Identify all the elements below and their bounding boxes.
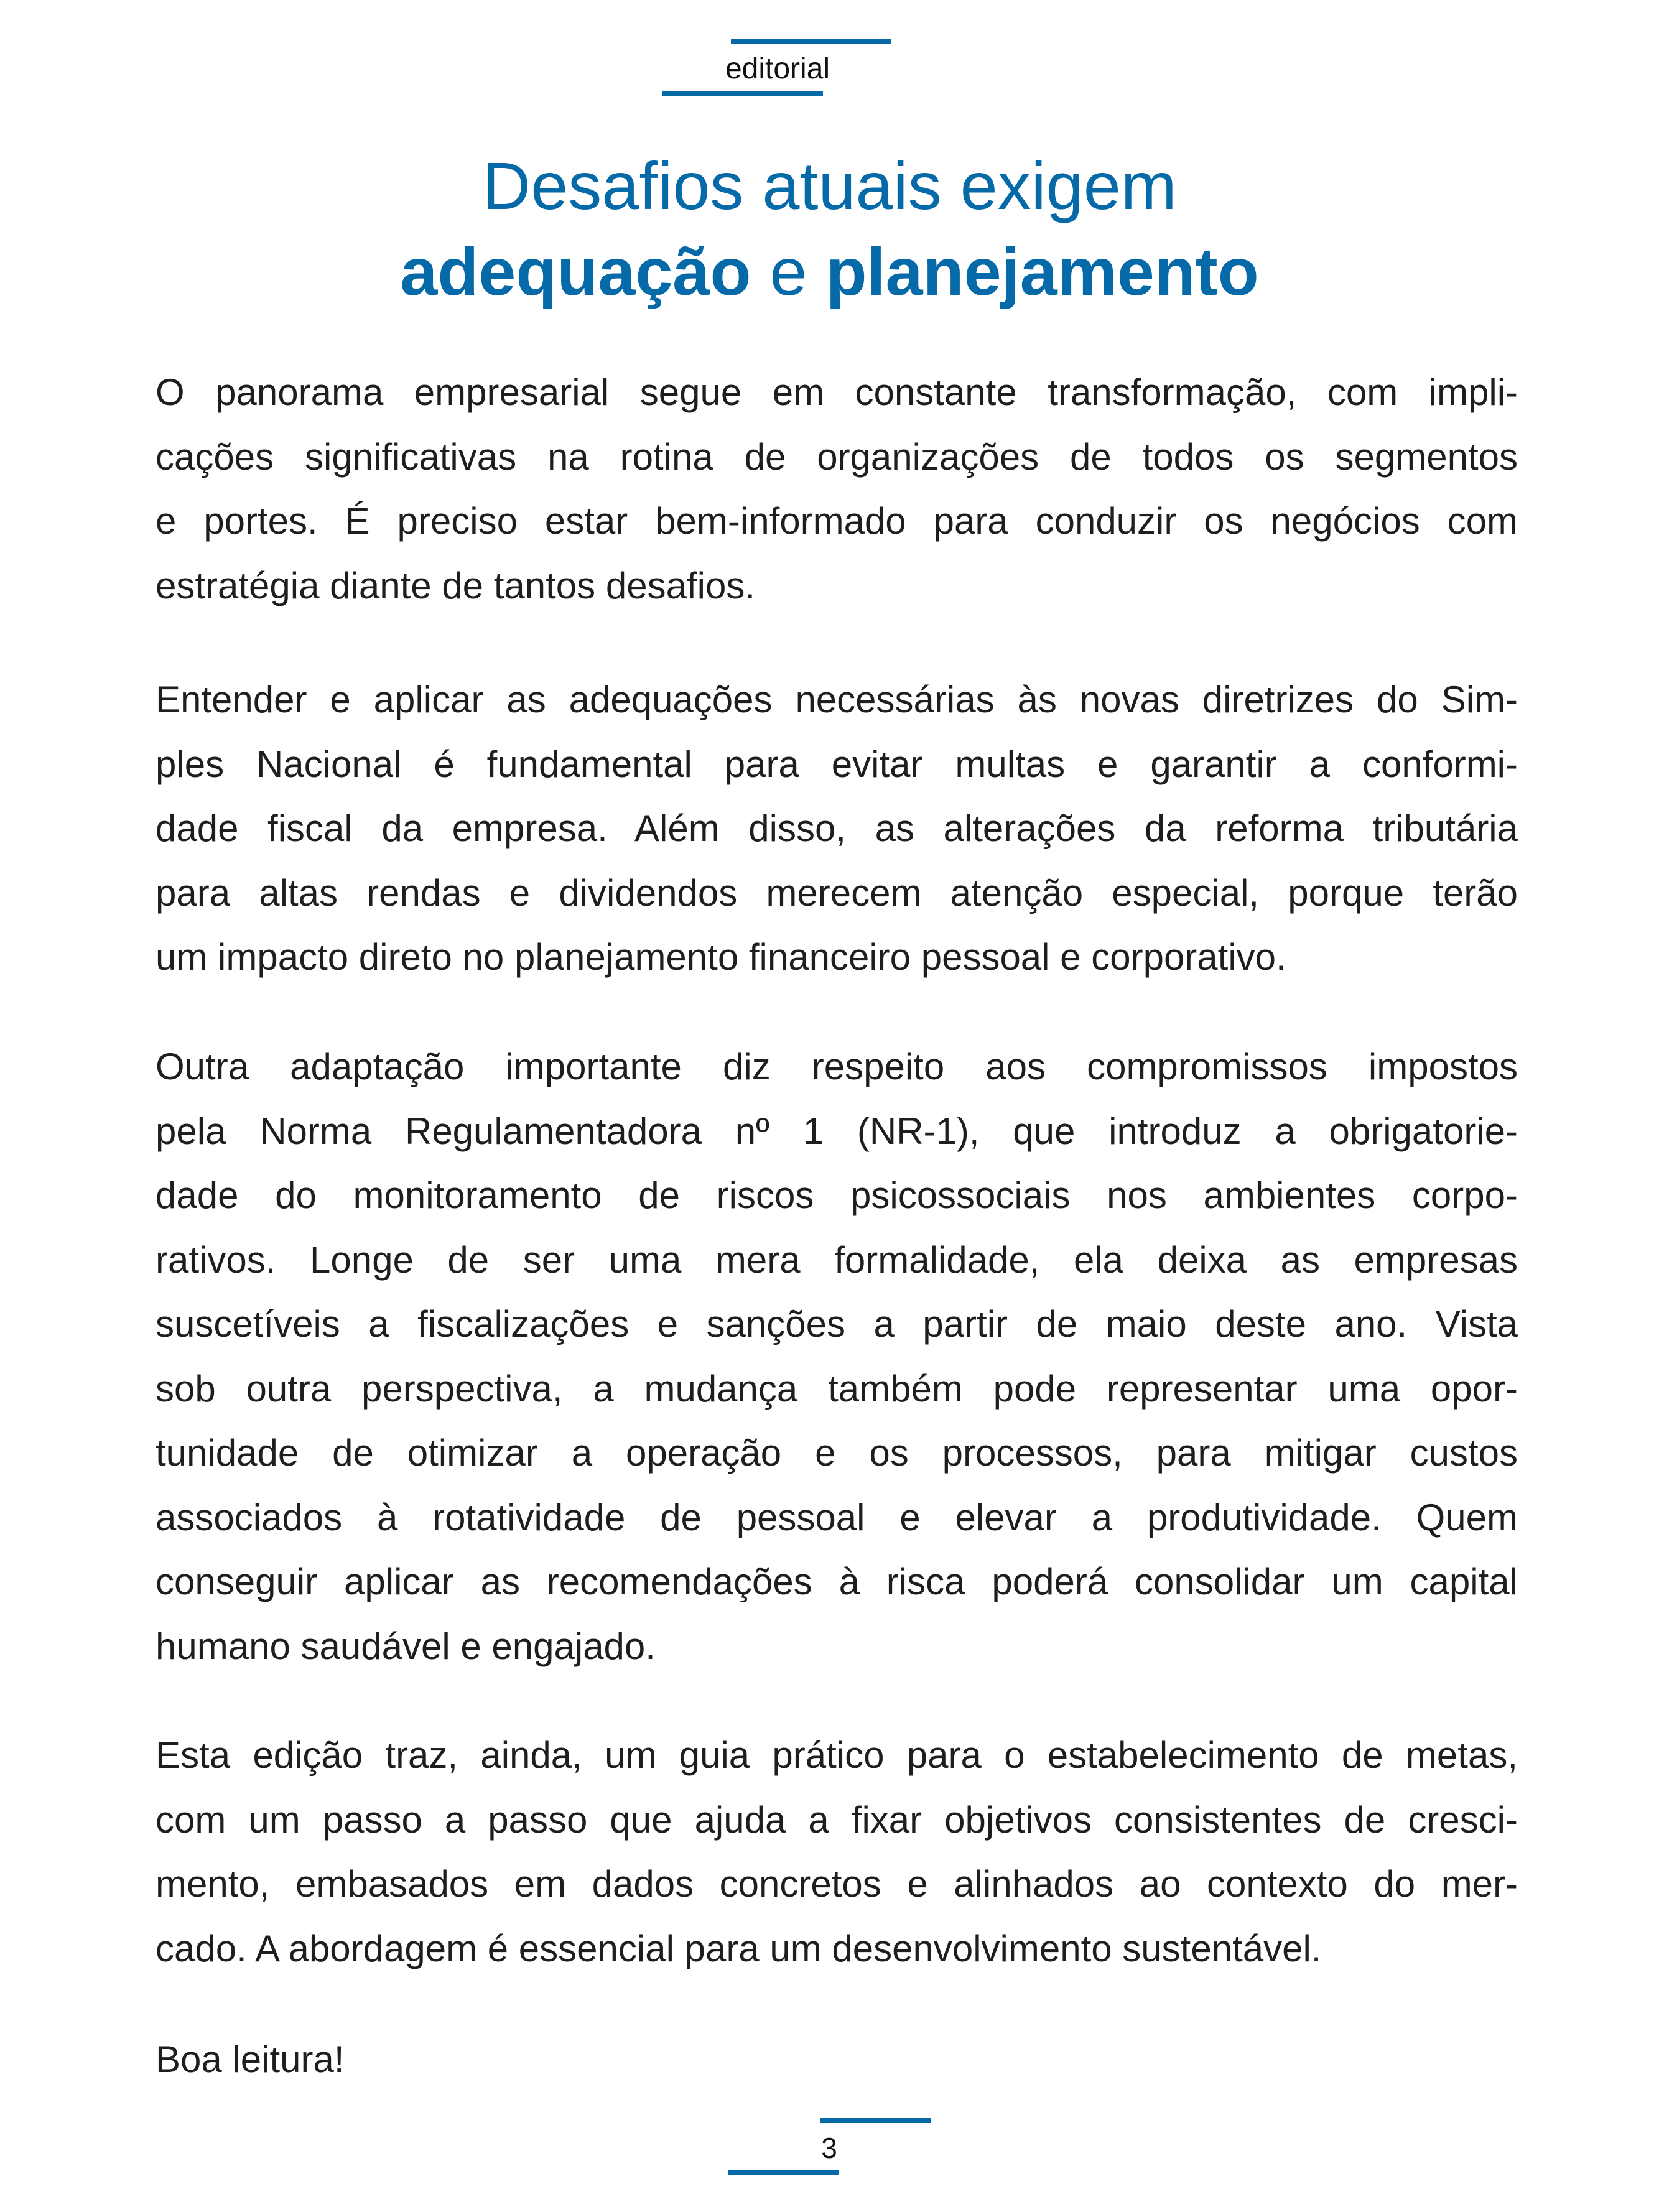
paragraph	[156, 1034, 1518, 1678]
text-line: suscetíveis a fiscalizações e sanções a partir de maio deste ano. Vista	[156, 1303, 1518, 1345]
footer-rule-top	[820, 2118, 931, 2123]
footer-rule-bottom	[728, 2170, 839, 2175]
text-line: O panorama empresarial segue em constante transformação, com impli-	[156, 371, 1518, 413]
section-label: editorial	[725, 52, 830, 85]
paragraph	[156, 667, 1518, 990]
closing-line	[156, 2027, 1518, 2092]
text-line: ples Nacional é fundamental para evitar multas e garantir a conformi-	[156, 743, 1518, 785]
header-rule-bottom	[662, 91, 823, 96]
title-conjunction: e	[751, 234, 826, 309]
page-title	[0, 143, 1659, 315]
text-line: tunidade de otimizar a operação e os processos, para mitigar custos	[156, 1432, 1518, 1474]
paragraph	[156, 1723, 1518, 1981]
text-line: dade fiscal da empresa. Além disso, as alterações da reforma tributária	[156, 807, 1518, 849]
page-number: 3	[821, 2132, 837, 2164]
text-line: Boa leitura!	[156, 2038, 345, 2080]
text-line: para altas rendas e dividendos merecem atenção especial, porque terão	[156, 871, 1518, 914]
title-line-2	[0, 229, 1659, 315]
text-line: associados à rotatividade de pessoal e elevar a produtividade. Quem	[156, 1496, 1518, 1538]
text-line: cado. A abordagem é essencial para um desenvolvimento sustentável.	[156, 1927, 1322, 1969]
title-emphasis-planejamento: planejamento	[825, 234, 1259, 309]
text-line: Esta edição traz, ainda, um guia prático para o estabelecimento de metas,	[156, 1734, 1518, 1776]
text-line: mento, embasados em dados concretos e alinhados ao contexto do mer-	[156, 1863, 1518, 1905]
text-line: rativos. Longe de ser uma mera formalidade, ela deixa as empresas	[156, 1238, 1518, 1281]
title-line-1: Desafios atuais exigem	[482, 148, 1177, 223]
paragraph	[156, 360, 1518, 618]
text-line: Outra adaptação importante diz respeito aos compromissos impostos	[156, 1046, 1518, 1087]
header-rule-top	[731, 39, 891, 44]
text-line: conseguir aplicar as recomendações à risca poderá consolidar um capital	[156, 1561, 1518, 1602]
text-line: e portes. É preciso estar bem-informado para conduzir os negócios com	[156, 500, 1518, 542]
title-emphasis-adequacao: adequação	[400, 234, 751, 309]
text-line: com um passo a passo que ajuda a fixar objetivos consistentes de cresci-	[156, 1798, 1518, 1841]
text-line: humano saudável e engajado.	[156, 1625, 656, 1667]
text-line: Entender e aplicar as adequações necessárias às novas diretrizes do Sim-	[156, 679, 1518, 720]
text-line: dade do monitoramento de riscos psicossociais nos ambientes corpo-	[156, 1174, 1518, 1216]
text-line: estratégia diante de tantos desafios.	[156, 564, 755, 606]
text-line: um impacto direto no planejamento financeiro pessoal e corporativo.	[156, 936, 1286, 978]
text-line: sob outra perspectiva, a mudança também pode representar uma opor-	[156, 1367, 1518, 1410]
text-line: pela Norma Regulamentadora nº 1 (NR-1), que introduz a obrigatorie-	[156, 1110, 1518, 1152]
text-line: cações significativas na rotina de organizações de todos os segmentos	[156, 435, 1518, 478]
